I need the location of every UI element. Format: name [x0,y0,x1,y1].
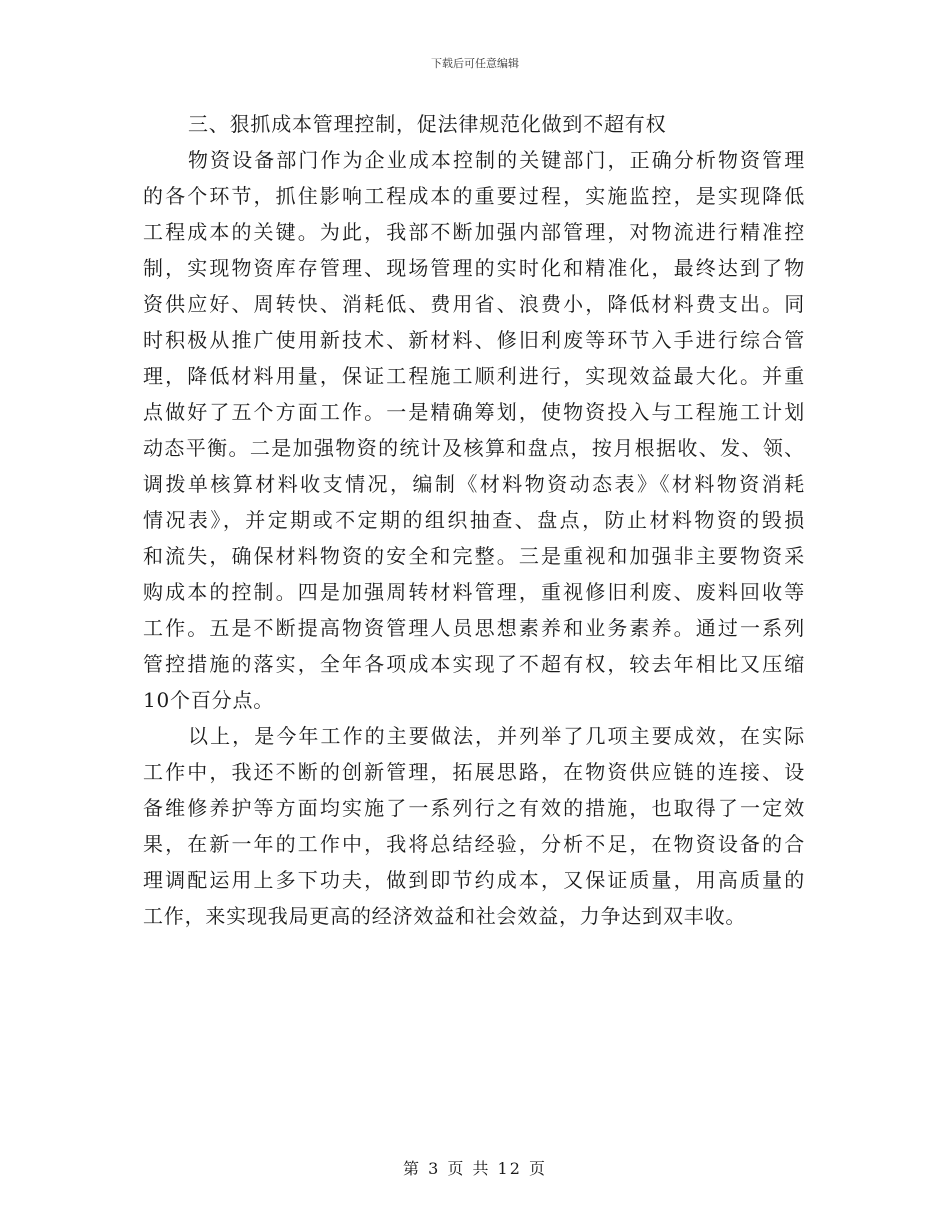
paragraph-line: 时积极从推广使用新技术、新材料、修旧利废等环节入手进行综合管 [143,328,805,352]
paragraph-line: 调拨单核算材料收支情况，编制《材料物资动态表》《材料物资消耗 [143,472,805,496]
paragraph-line: 动态平衡。二是加强物资的统计及核算和盘点，按月根据收、发、领、 [143,436,805,460]
paragraph-line: 情况表》，并定期或不定期的组织抽查、盘点，防止材料物资的毁损 [143,508,805,532]
paragraph-line: 10个百分点。 [143,688,275,712]
paragraph-2 [143,718,805,934]
paragraph-line: 管控措施的落实，全年各项成本实现了不超有权，较去年相比又压缩 [143,652,805,676]
paragraph-line: 和流失，确保材料物资的安全和完整。三是重视和加强非主要物资采 [143,544,805,568]
page-header-note: 下载后可任意编辑 [431,57,519,70]
paragraph-line: 工作。五是不断提高物资管理人员思想素养和业务素养。通过一系列 [143,616,805,640]
paragraph-1 [143,142,805,718]
paragraph-line: 资供应好、周转快、消耗低、费用省、浪费小，降低材料费支出。同 [143,292,805,316]
paragraph-line: 制，实现物资库存管理、现场管理的实时化和精准化，最终达到了物 [143,256,805,280]
section-heading: 三、狠抓成本管理控制，促法律规范化做到不超有权 [188,112,667,136]
paragraph-line: 工作中，我还不断的创新管理，拓展思路，在物资供应链的连接、设 [143,760,805,784]
page-number-footer: 第 3 页 共 12 页 [403,1159,547,1178]
paragraph-line: 工作，来实现我局更高的经济效益和社会效益，力争达到双丰收。 [143,904,747,928]
paragraph-line: 以上，是今年工作的主要做法，并列举了几项主要成效，在实际 [188,724,805,748]
paragraph-line: 购成本的控制。四是加强周转材料管理，重视修旧利废、废料回收等 [143,580,805,604]
paragraph-line: 的各个环节，抓住影响工程成本的重要过程，实施监控，是实现降低 [143,184,805,208]
paragraph-line: 理调配运用上多下功夫，做到即节约成本，又保证质量，用高质量的 [143,868,805,892]
paragraph-line: 果，在新一年的工作中，我将总结经验，分析不足，在物资设备的合 [143,832,805,856]
document-body [143,106,805,934]
paragraph-line: 工程成本的关键。为此，我部不断加强内部管理，对物流进行精准控 [143,220,805,244]
paragraph-line: 备维修养护等方面均实施了一系列行之有效的措施，也取得了一定效 [143,796,805,820]
paragraph-line: 理，降低材料用量，保证工程施工顺利进行，实现效益最大化。并重 [143,364,805,388]
paragraph-line: 点做好了五个方面工作。一是精确筹划，使物资投入与工程施工计划 [143,400,805,424]
paragraph-line: 物资设备部门作为企业成本控制的关键部门，正确分析物资管理 [188,148,805,172]
